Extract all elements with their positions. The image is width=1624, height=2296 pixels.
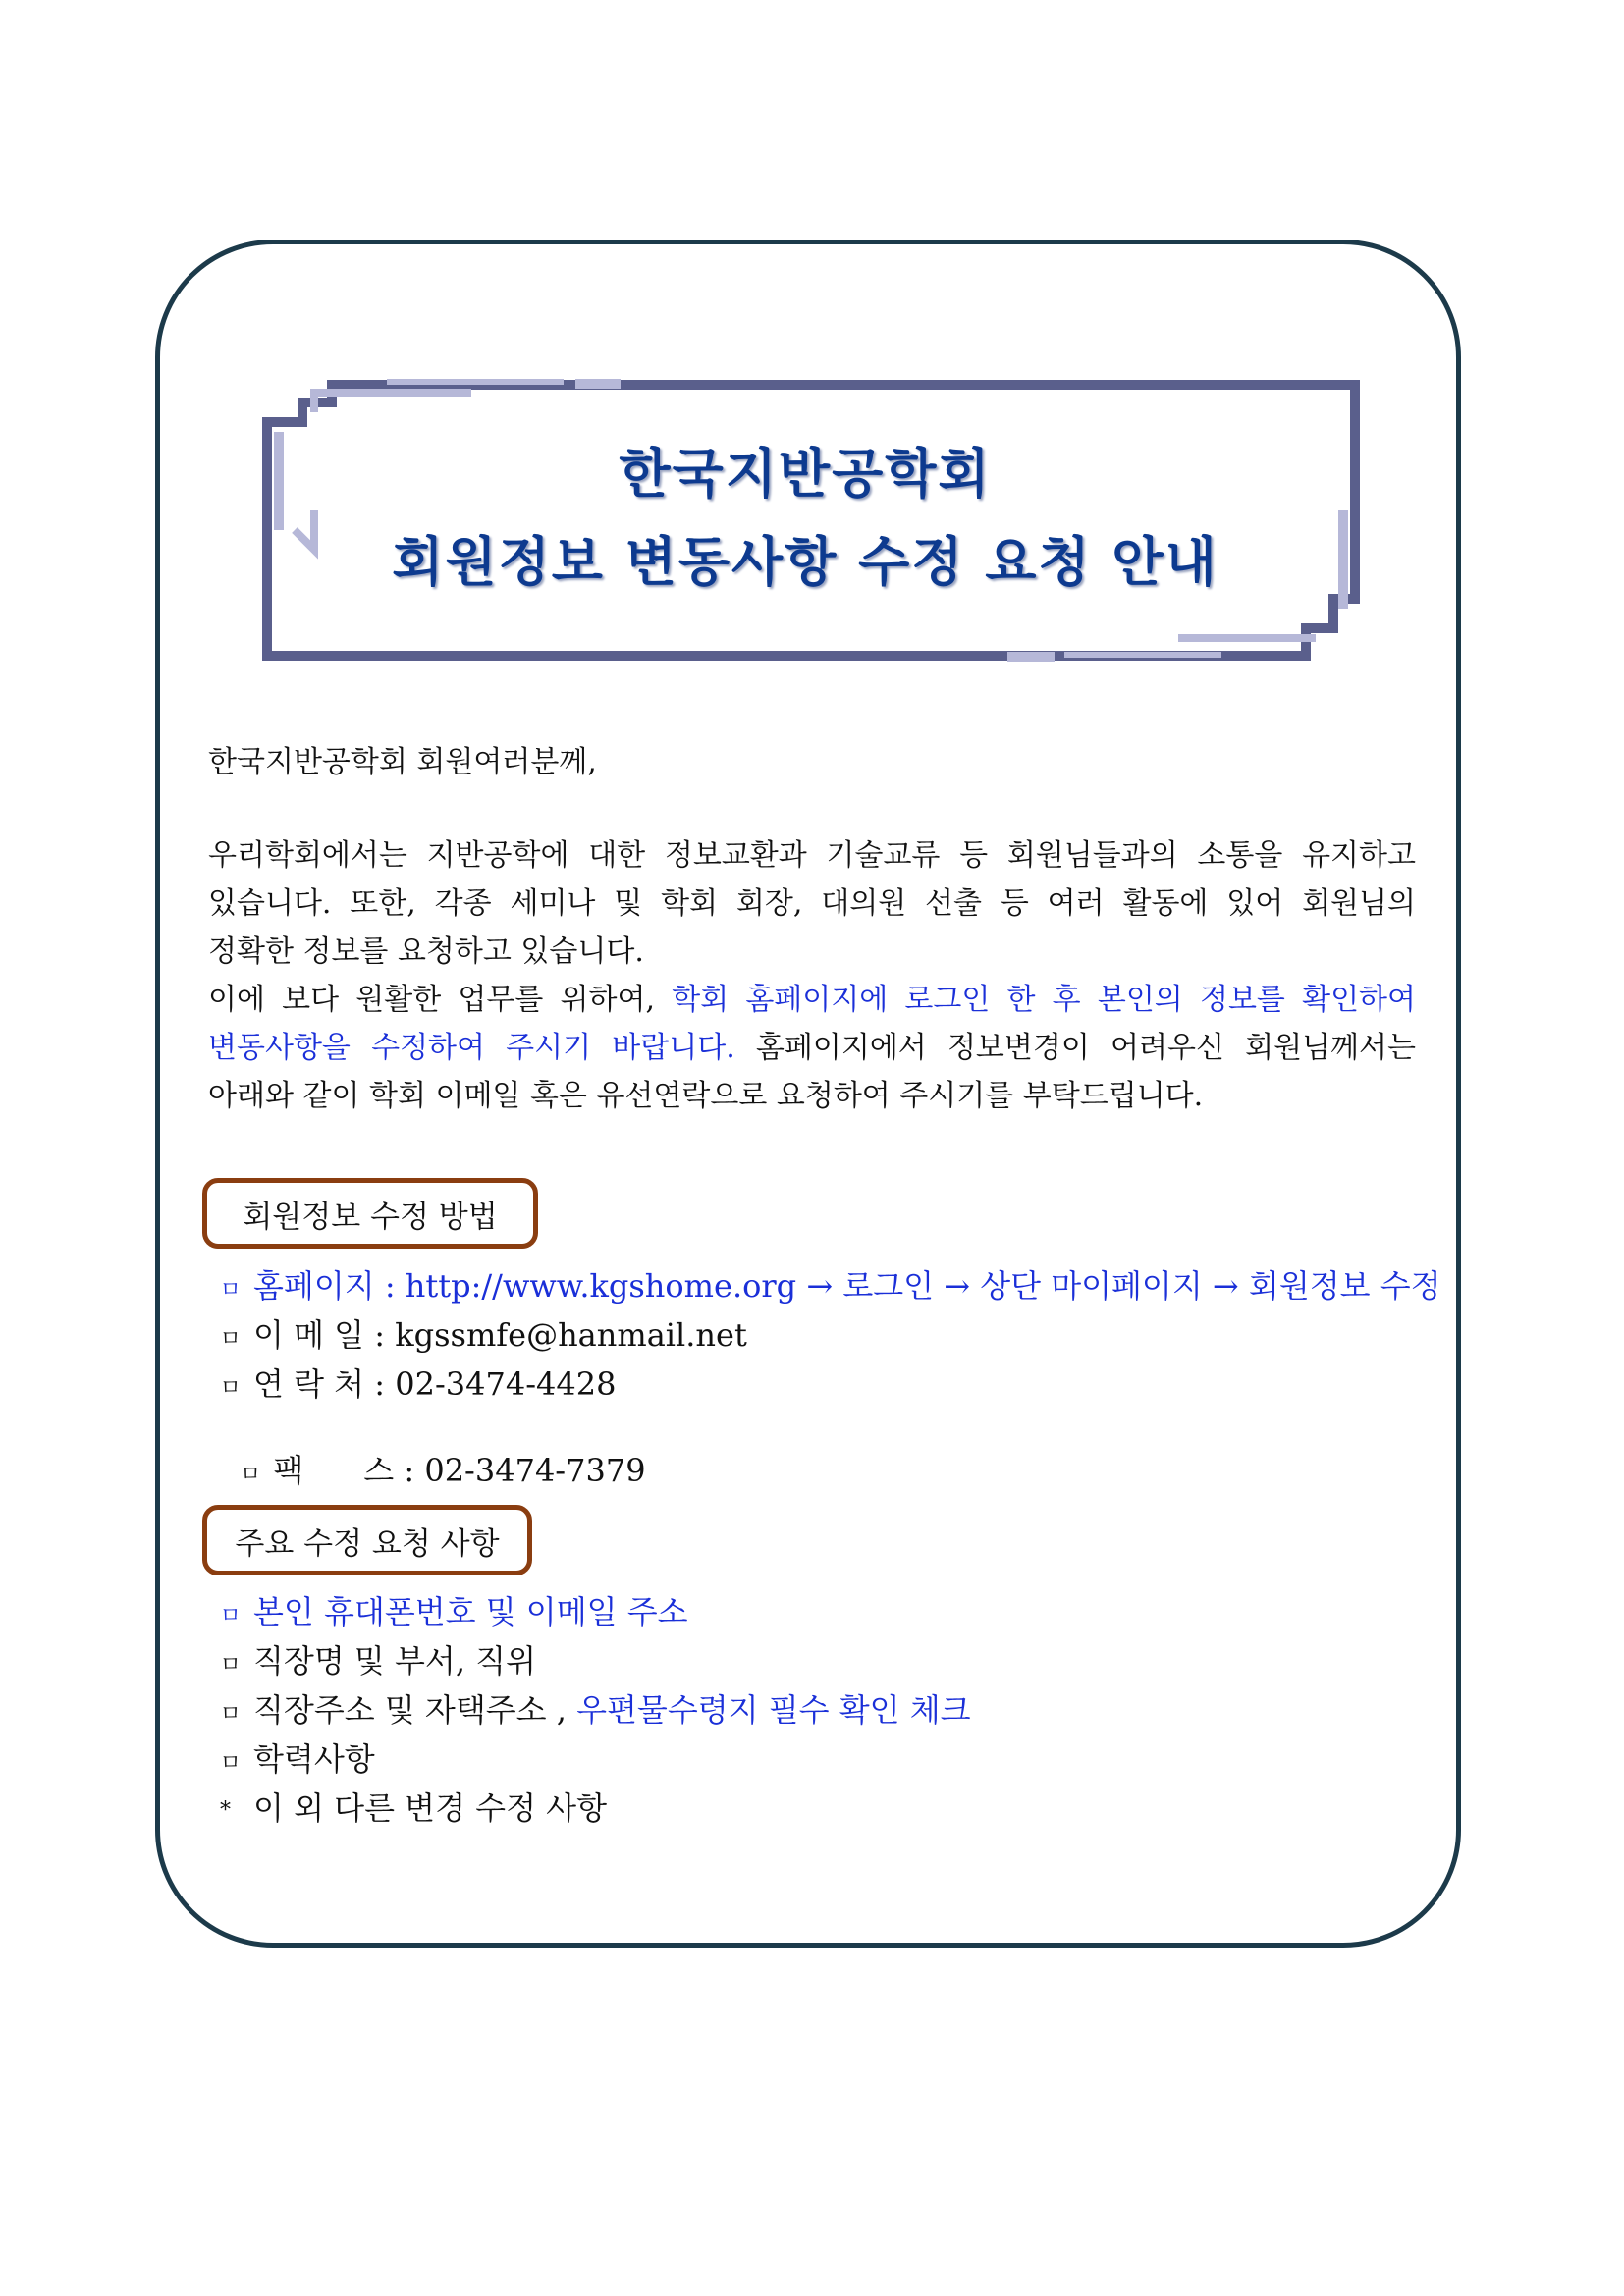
request-item-4-text: 학력사항: [253, 1740, 375, 1778]
separator: :: [364, 1365, 396, 1403]
method-fax-value: 02-3474-7379: [424, 1452, 646, 1489]
method-phone-value: 02-3474-4428: [395, 1365, 617, 1403]
title-line-2: 회원정보 변동사항 수정 요청 안내: [392, 530, 1218, 593]
method-email-value[interactable]: kgssmfe@hanmail.net: [395, 1316, 747, 1354]
body-line-5-text: 홈페이지에서 정보변경이 어려우신 회원님께서는: [734, 1031, 1416, 1065]
body-line-4: [208, 976, 1416, 1024]
bullet-icon: ㅁ: [240, 1463, 261, 1487]
body-line-6: 아래와 같이 학회 이메일 혹은 유선연락으로 요청하여 주시기를 부탁드립니다.: [208, 1079, 1204, 1113]
request-note-text: 이 외 다른 변경 수정 사항: [253, 1789, 607, 1827]
body-line-5: [208, 1024, 1416, 1072]
bullet-icon: ㅁ: [220, 1751, 242, 1776]
request-item-1: [220, 1587, 688, 1632]
method-email: [220, 1310, 747, 1356]
request-item-4: [220, 1735, 375, 1780]
body-line-4-highlight: 학회 홈페이지에 로그인 한 후 본인의 정보를 확인하여: [672, 983, 1417, 1017]
method-phone: [220, 1360, 616, 1405]
bullet-icon: ㅁ: [220, 1604, 242, 1629]
request-note: [220, 1784, 607, 1829]
title-decorative-frame: [0, 0, 1624, 785]
request-item-3: [220, 1685, 971, 1731]
separator: :: [394, 1452, 425, 1489]
separator: :: [364, 1316, 396, 1354]
title-line-1: 한국지반공학회: [619, 442, 992, 505]
request-item-3-highlight: 우편물수령지 필수 확인 체크: [576, 1691, 971, 1729]
section-2-heading: 주요 수정 요청 사항: [202, 1505, 532, 1575]
method-fax: [220, 1409, 646, 1491]
bullet-icon: ㅁ: [220, 1376, 242, 1401]
request-item-2: [220, 1636, 536, 1682]
request-item-3-text: 직장주소 및 자택주소 ,: [253, 1691, 577, 1729]
bullet-icon: ㅁ: [220, 1702, 242, 1727]
greeting: [208, 738, 1416, 786]
body-line-5-highlight: 변동사항을 수정하여 주시기 바랍니다.: [208, 1031, 735, 1065]
method-email-label: 이 메 일: [253, 1316, 365, 1354]
bullet-icon: ㅁ: [220, 1327, 242, 1352]
separator: :: [374, 1267, 406, 1305]
bullet-icon: ㅁ: [220, 1278, 242, 1303]
body-line-1: 우리학회에서는 지반공학에 대한 정보교환과 기술교류 등 회원님들과의 소통을 유지하고: [208, 838, 1416, 873]
greeting-text: 한국지반공학회 회원여러분께,: [208, 745, 597, 779]
body-line-4-text: 이에 보다 원활한 업무를 위하여,: [208, 983, 673, 1017]
body-paragraph: [208, 831, 1416, 1120]
asterisk-icon: *: [220, 1798, 231, 1823]
section-1-heading: 회원정보 수정 방법: [202, 1178, 538, 1249]
body-line-3: 정확한 정보를 요청하고 있습니다.: [208, 934, 644, 969]
method-phone-label: 연 락 처: [253, 1365, 365, 1403]
method-homepage-label: 홈페이지: [253, 1267, 375, 1305]
method-fax-label: 팩 스: [273, 1452, 395, 1489]
body-line-2: 있습니다. 또한, 각종 세미나 및 학회 회장, 대의원 선출 등 여러 활동에 있어 회원님의: [208, 886, 1416, 921]
bullet-icon: ㅁ: [220, 1653, 242, 1678]
request-item-1-text: 본인 휴대폰번호 및 이메일 주소: [253, 1593, 688, 1630]
request-item-2-text: 직장명 및 부서, 직위: [253, 1642, 536, 1680]
method-homepage-value[interactable]: http://www.kgshome.org → 로그인 → 상단 마이페이지 → 회원정보 수정: [405, 1267, 1441, 1305]
method-homepage: [220, 1261, 1441, 1307]
